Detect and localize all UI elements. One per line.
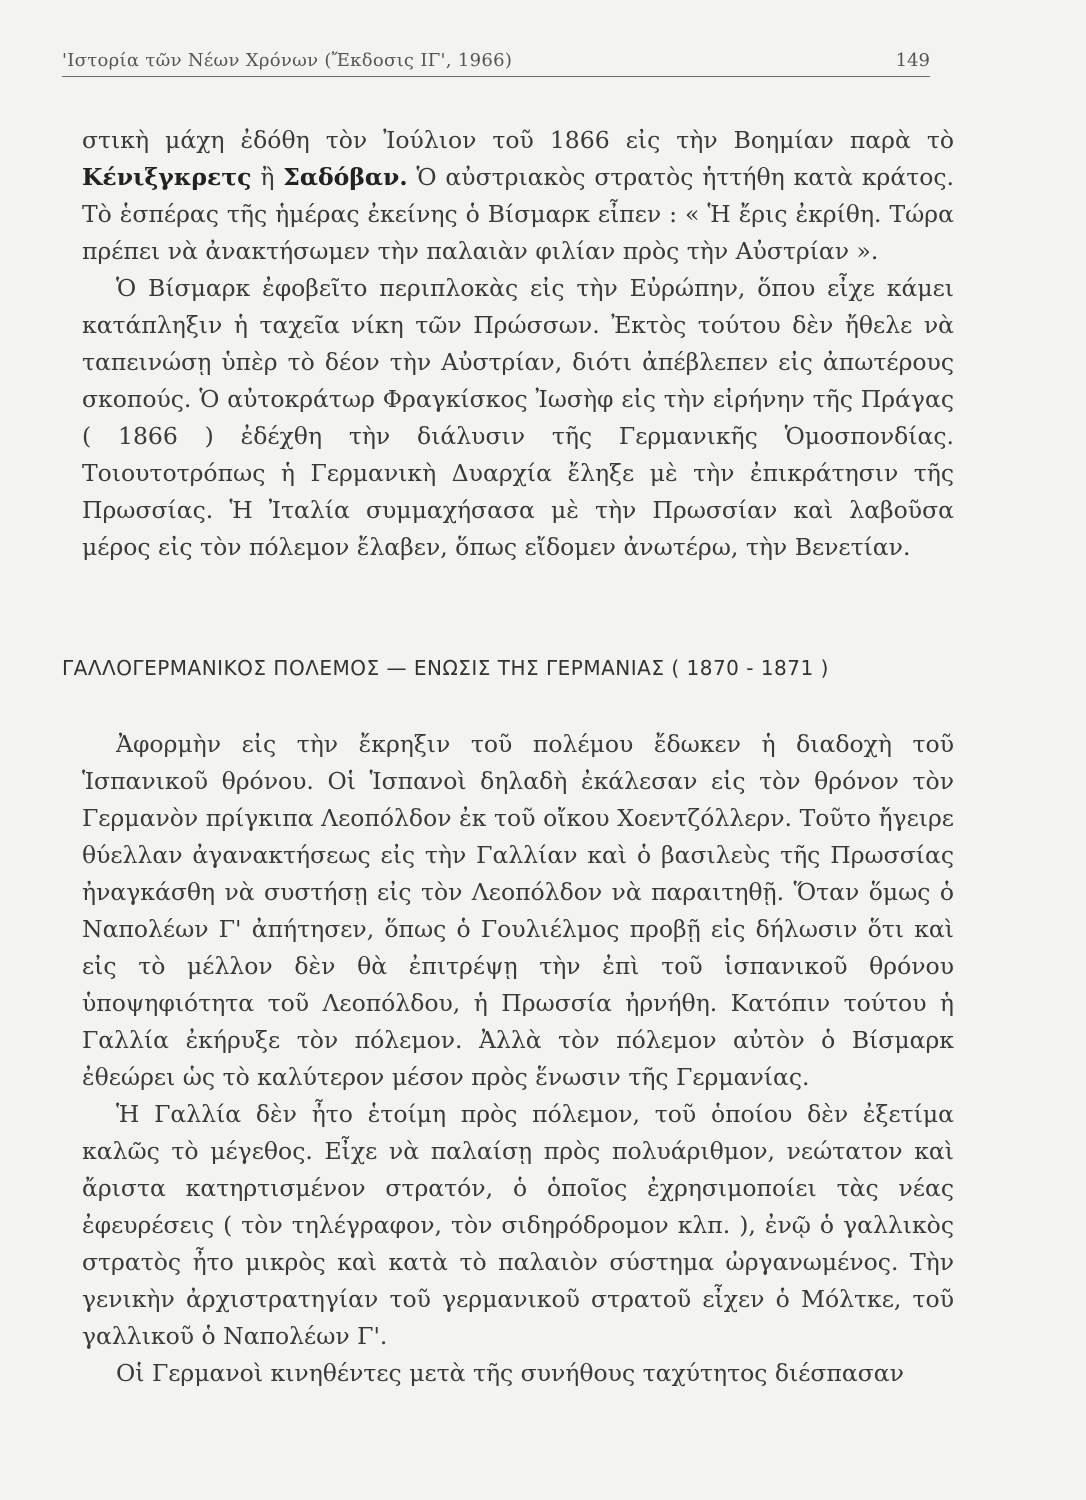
section-2-text xyxy=(82,726,954,1392)
paragraph: Ὁ Βίσμαρκ ἐφοβεῖτο περιπλοκὰς εἰς τὴν Εὐρώπην, ὅπου εἶχε κάμει κατάπληξιν ἡ ταχεῖα νίκη τῶν Πρώσσων. Ἐκτὸς τούτου δὲν ἤθελε νὰ ταπεινώσῃ ὑπὲρ τὸ δέον τὴν Αὐστρίαν, διότι ἀπέβλεπεν εἰς ἀπωτέρους σκοπούς. Ὁ αὐτοκράτωρ Φραγκίσκος Ἰωσὴφ εἰς τὴν εἰρήνην τῆς Πράγας ( 1866 ) ἐδέχθη τὴν διάλυσιν τῆς Γερμανικῆς Ὁμοσπονδίας. Τοιουτοτρόπως ἡ Γερμανικὴ Δυαρχία ἔληξε μὲ τὴν ἐπικράτησιν τῆς Πρωσσίας. Ἡ Ἰταλία συμμαχήσασα μὲ τὴν Πρωσσίαν καὶ λαβοῦσα μέρος εἰς τὸν πόλεμον ἔλαβεν, ὅπως εἴδομεν ἀνωτέρω, τὴν Βενετίαν. xyxy=(82,274,954,561)
place-name-bold: Σαδόβαν. xyxy=(283,163,408,191)
running-header xyxy=(62,50,930,77)
paragraph: Ἡ Γαλλία δὲν ἦτο ἑτοίμη πρὸς πόλεμον, τοῦ ὁποίου δὲν ἐξετίμα καλῶς τὸ μέγεθος. Εἶχε νὰ παλαίσῃ πρὸς πολυάριθμον, νεώτατον καὶ ἄριστα κατηρτισμένον στρατόν, ὁ ὁποῖος ἐχρησιμοποίει τὰς νέας ἐφευρέσεις ( τὸν τηλέγραφον, τὸν σιδηρόδρομον κλπ. ), ἐνῷ ὁ γαλλικὸς στρατὸς ἦτο μικρὸς καὶ κατὰ τὸ παλαιὸν σύστημα ὠργανωμένος. Τὴν γενικὴν ἀρχιστρατηγίαν τοῦ γερμανικοῦ στρατοῦ εἶχεν ὁ Μόλτκε, τοῦ γαλλικοῦ ὁ Ναπολέων Γ'. xyxy=(82,1100,954,1350)
paragraph: στικὴ μάχη ἐδόθη τὸν Ἰούλιον τοῦ 1866 εἰς τὴν Βοημίαν παρὰ τὸ Κένιξγκρετς ἢ Σαδόβαν. Ὁ αὐστριακὸς στρατὸς ἡττήθη κατὰ κράτος. Τὸ ἑσπέρας τῆς ἡμέρας ἐκείνης ὁ Βίσμαρκ εἶπεν : « Ἡ ἔρις ἐκρίθη. Τώρα πρέπει νὰ ἀνακτήσωμεν τὴν παλαιὰν φιλίαν πρὸς τὴν Αὐστρίαν ». xyxy=(82,126,954,265)
book-title: 'Ιστορία τῶν Νέων Χρόνων (Ἔκδοσις ΙΓ', 1966) xyxy=(62,50,513,71)
paragraph: Ἀφορμὴν εἰς τὴν ἔκρηξιν τοῦ πολέμου ἔδωκεν ἡ διαδοχὴ τοῦ Ἱσπανικοῦ θρόνου. Οἱ Ἱσπανοὶ δηλαδὴ ἐκάλεσαν εἰς τὸν θρόνον τὸν Γερμανὸν πρίγκιπα Λεοπόλδον ἐκ τοῦ οἴκου Χοεντζόλλερν. Τοῦτο ἤγειρε θύελλαν ἀγανακτήσεως εἰς τὴν Γαλλίαν καὶ ὁ βασιλεὺς τῆς Πρωσσίας ἠναγκάσθη νὰ συστήσῃ εἰς τὸν Λεοπόλδον νὰ παραιτηθῇ. Ὅταν ὅμως ὁ Ναπολέων Γ' ἀπήτησεν, ὅπως ὁ Γουλιέλμος προβῇ εἰς δήλωσιν ὅτι καὶ εἰς τὸ μέλλον δὲν θὰ ἐπιτρέψῃ τὴν ἐπὶ τοῦ ἱσπανικοῦ θρόνου ὑποψηφιότητα τοῦ Λεοπόλδου, ἡ Πρωσσία ἠρνήθη. Κατόπιν τούτου ἡ Γαλλία ἐκήρυξε τὸν πόλεμον. Ἀλλὰ τὸν πόλεμον αὐτὸν ὁ Βίσμαρκ ἐθεώρει ὡς τὸ καλύτερον μέσον πρὸς ἕνωσιν τῆς Γερμανίας. xyxy=(82,730,954,1091)
section-heading: ΓΑΛΛΟΓΕΡΜΑΝΙΚΟΣ ΠΟΛΕΜΟΣ — ΕΝΩΣΙΣ ΤΗΣ ΓΕΡΜΑΝΙΑΣ ( 1870 - 1871 ) xyxy=(62,656,829,680)
page-number: 149 xyxy=(895,50,930,71)
section-1-text xyxy=(82,122,954,566)
paragraph: Οἱ Γερμανοὶ κινηθέντες μετὰ τῆς συνήθους ταχύτητος διέσπασαν xyxy=(116,1359,904,1387)
place-name-bold: Κένιξγκρετς xyxy=(82,163,252,191)
